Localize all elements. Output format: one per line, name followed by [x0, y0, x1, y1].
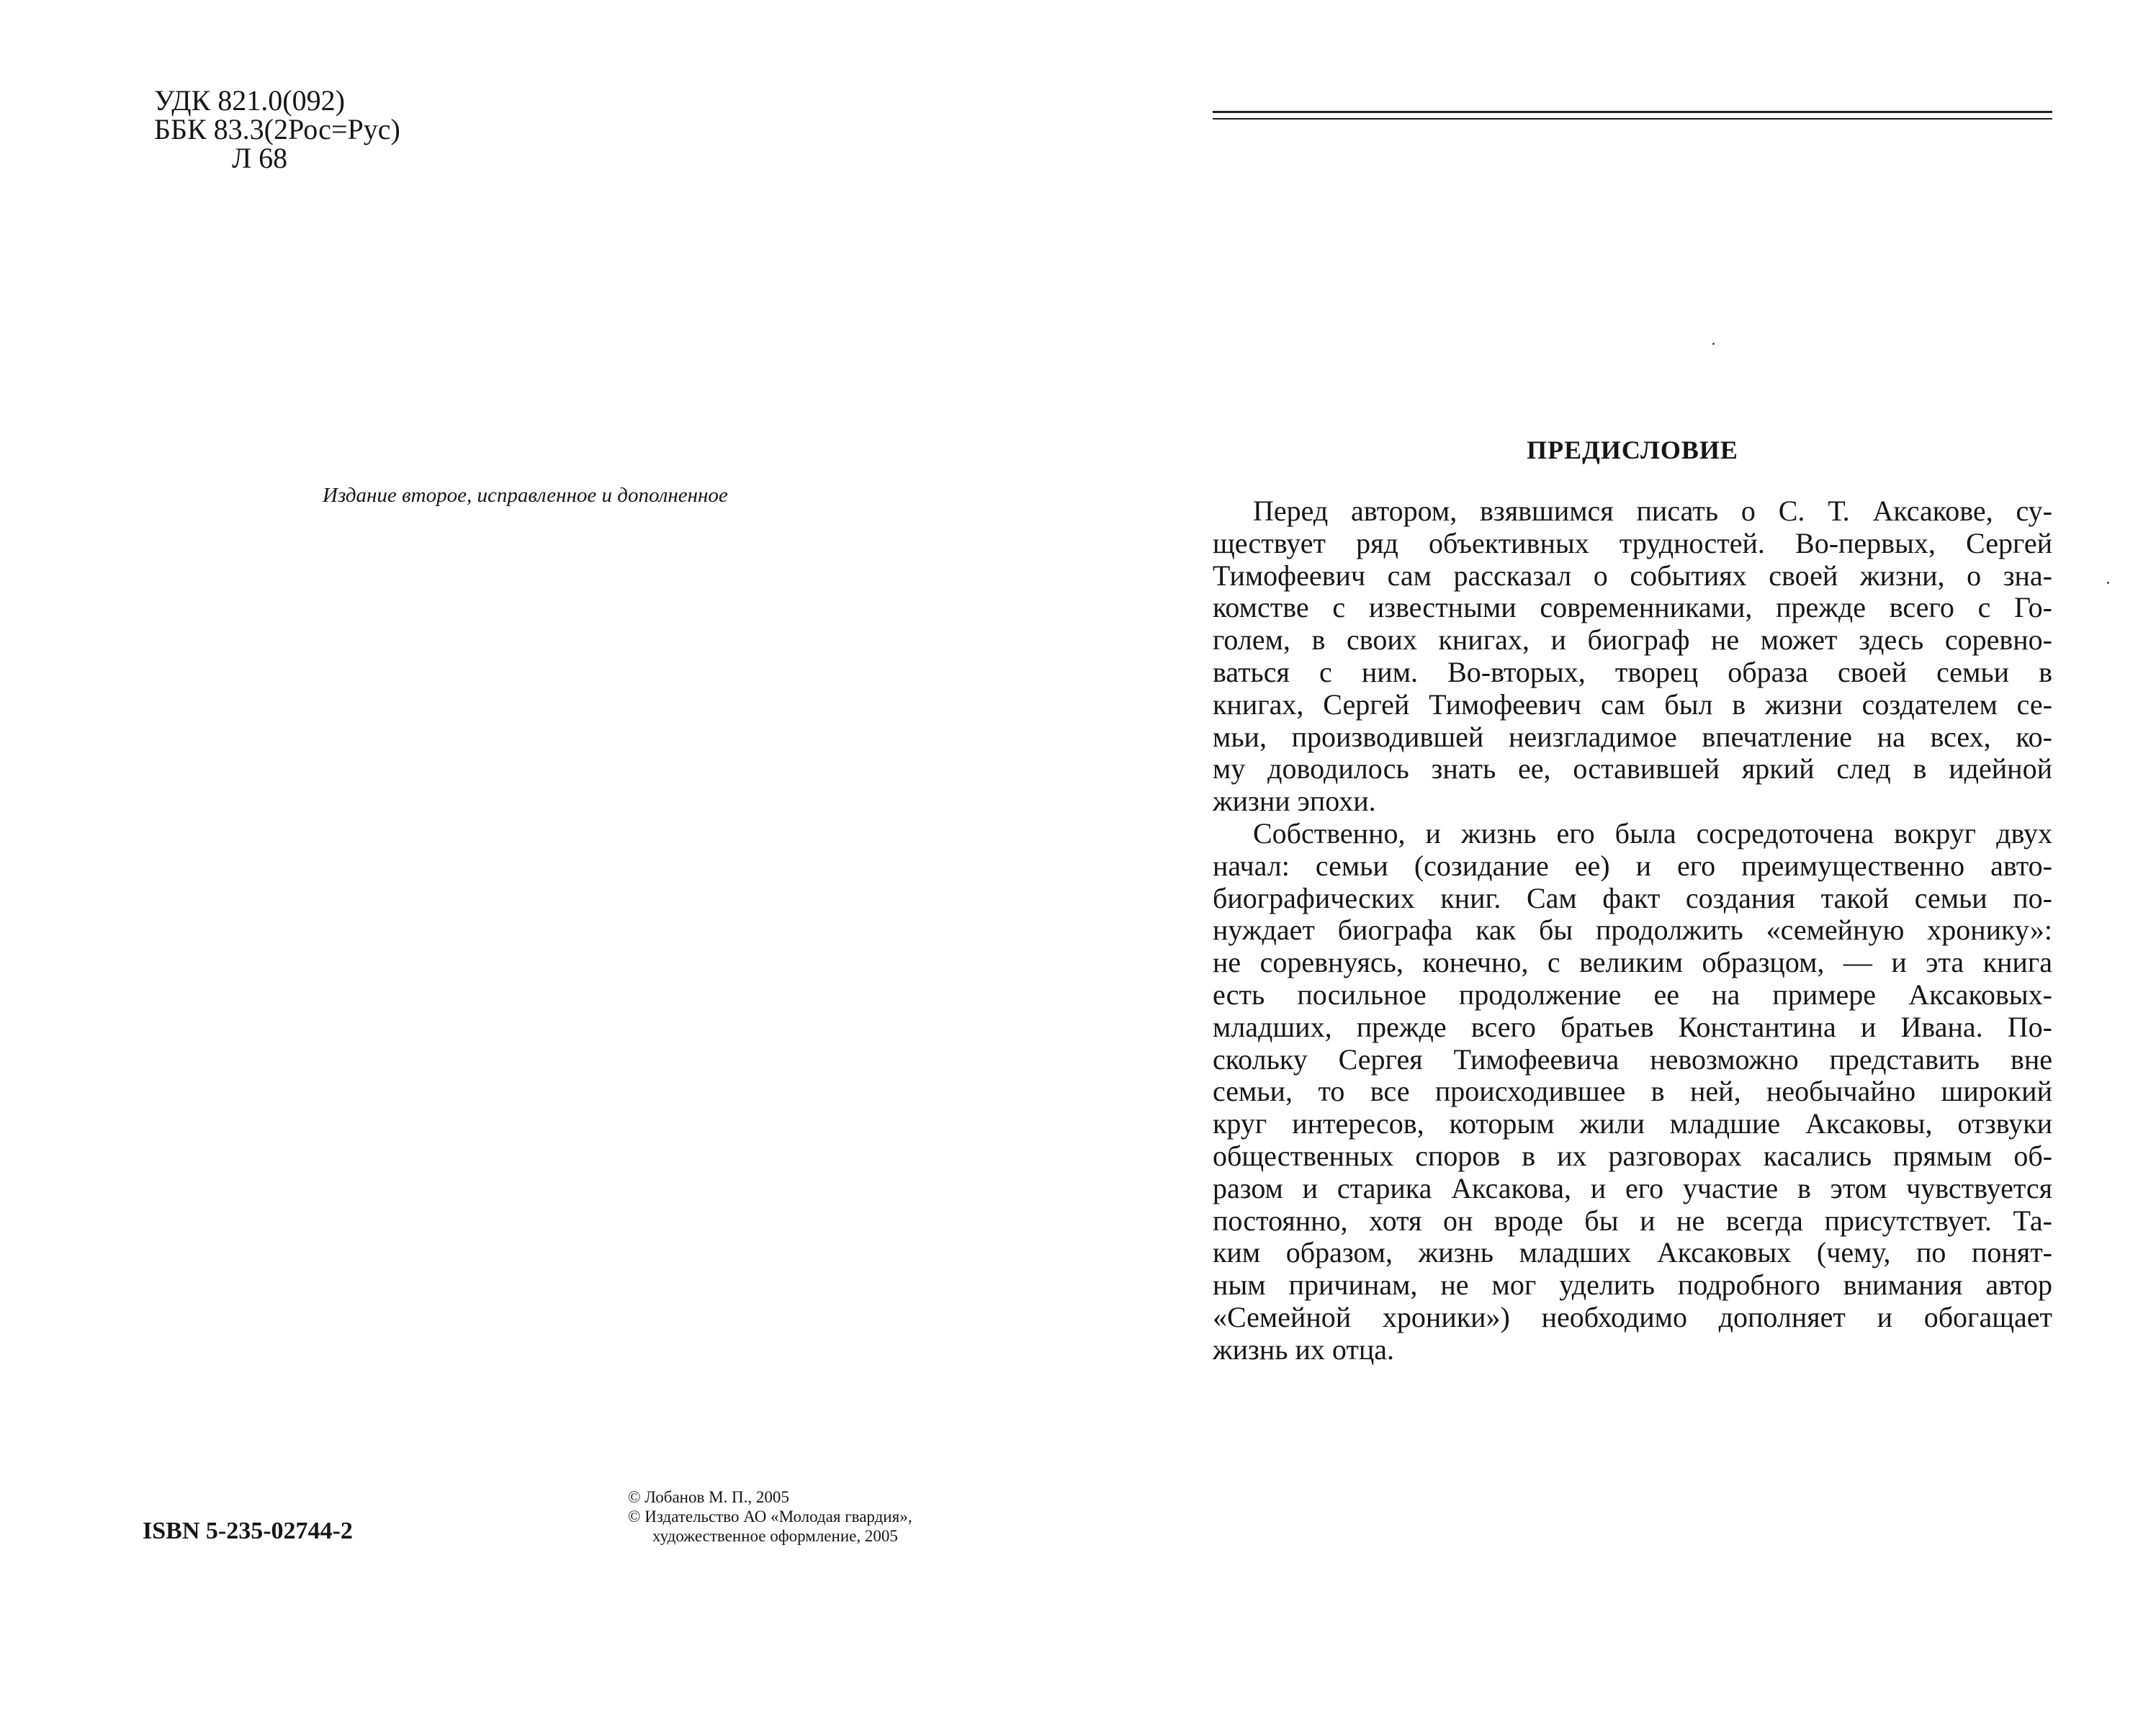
copyright-block	[628, 1487, 912, 1546]
text-line: общественных споров в их разговорах касались прямым об-	[1213, 1139, 2052, 1172]
text-line: не соревнуясь, конечно, с великим образцом, — и эта книга	[1213, 946, 2052, 979]
edition-note: Издание второе, исправленное и дополненное	[323, 484, 728, 507]
text-line: ваться с ним. Во-вторых, творец образа своей семьи в	[1213, 655, 2052, 688]
paragraph-1	[1213, 495, 2052, 818]
text-line: нуждает биографа как бы продолжить «семейную хронику»:	[1213, 914, 2052, 947]
text-line: круг интересов, которым жили младшие Аксаковы, отзвуки	[1213, 1107, 2052, 1140]
text-line: скольку Сергея Тимофеевича невозможно представить вне	[1213, 1042, 2052, 1076]
scan-speck	[1712, 343, 1715, 345]
text-line: разом и старика Аксакова, и его участие в этом чувствуется	[1213, 1171, 2052, 1204]
text-line: ществует ряд объективных трудностей. Во-первых, Сергей	[1213, 526, 2052, 559]
text-line: «Семейной хроники») необходимо дополняет и обогащает	[1213, 1300, 2052, 1333]
chapter-title: ПРЕДИСЛОВИЕ	[1527, 436, 1738, 464]
classification-codes	[154, 86, 400, 173]
udk-code: УДК 821.0(092)	[154, 84, 345, 117]
text-line: Тимофеевич сам рассказал о событиях своей жизни, о зна-	[1213, 559, 2052, 592]
text-line: Перед автором, взявшимся писать о С. Т. Аксакове, су-	[1253, 495, 2052, 527]
text-line: младших, прежде всего братьев Константина и Ивана. По-	[1213, 1010, 2052, 1043]
text-line: есть посильное продолжение ее на примере Аксаковых-	[1213, 978, 2052, 1011]
text-line: биографических книг. Сам факт создания такой семьи по-	[1213, 881, 2052, 914]
text-line: ким образом, жизнь младших Аксаковых (чему, по понят-	[1213, 1236, 2052, 1269]
text-line: му доводилось знать ее, оставившей яркий след в идейной	[1213, 752, 2052, 785]
paragraph-2	[1213, 818, 2052, 1366]
text-line: семьи, то все происходившее в ней, необычайно широкий	[1213, 1075, 2052, 1108]
text-line: жизнь их отца.	[1213, 1333, 1395, 1366]
copyright-publisher: © Издательство АО «Молодая гвардия»,	[628, 1508, 912, 1526]
text-line: книгах, Сергей Тимофеевич сам был в жизни создателем се-	[1213, 688, 2052, 721]
text-line: Собственно, и жизнь его была сосредоточена вокруг двух	[1253, 816, 2052, 850]
text-line: мьи, производившей неизгладимое впечатление на всех, ко-	[1213, 720, 2052, 753]
text-line: постоянно, хотя он вроде бы и не всегда присутствует. Та-	[1213, 1204, 2052, 1237]
text-line: ным причинам, не мог уделить подробного внимания автор	[1213, 1269, 2052, 1302]
header-rule-top	[1213, 111, 2052, 113]
header-rule-bottom	[1213, 118, 2052, 120]
text-line: комстве с известными современниками, прежде всего с Го-	[1213, 591, 2052, 624]
scan-speck	[2107, 582, 2109, 584]
text-line: начал: семьи (созидание ее) и его преимущественно авто-	[1213, 849, 2052, 882]
author-sign: Л 68	[232, 142, 288, 174]
text-line: жизни эпохи.	[1213, 785, 1376, 818]
preface-text	[1213, 495, 2052, 1366]
copyright-design: художественное оформление, 2005	[652, 1527, 898, 1545]
bbk-code: ББК 83.3(2Рос=Рус)	[154, 113, 400, 145]
text-line: голем, в своих книгах, и биограф не может здесь соревно-	[1213, 623, 2052, 657]
copyright-author: © Лобанов М. П., 2005	[628, 1488, 789, 1506]
isbn: ISBN 5-235-02744-2	[143, 1518, 353, 1544]
